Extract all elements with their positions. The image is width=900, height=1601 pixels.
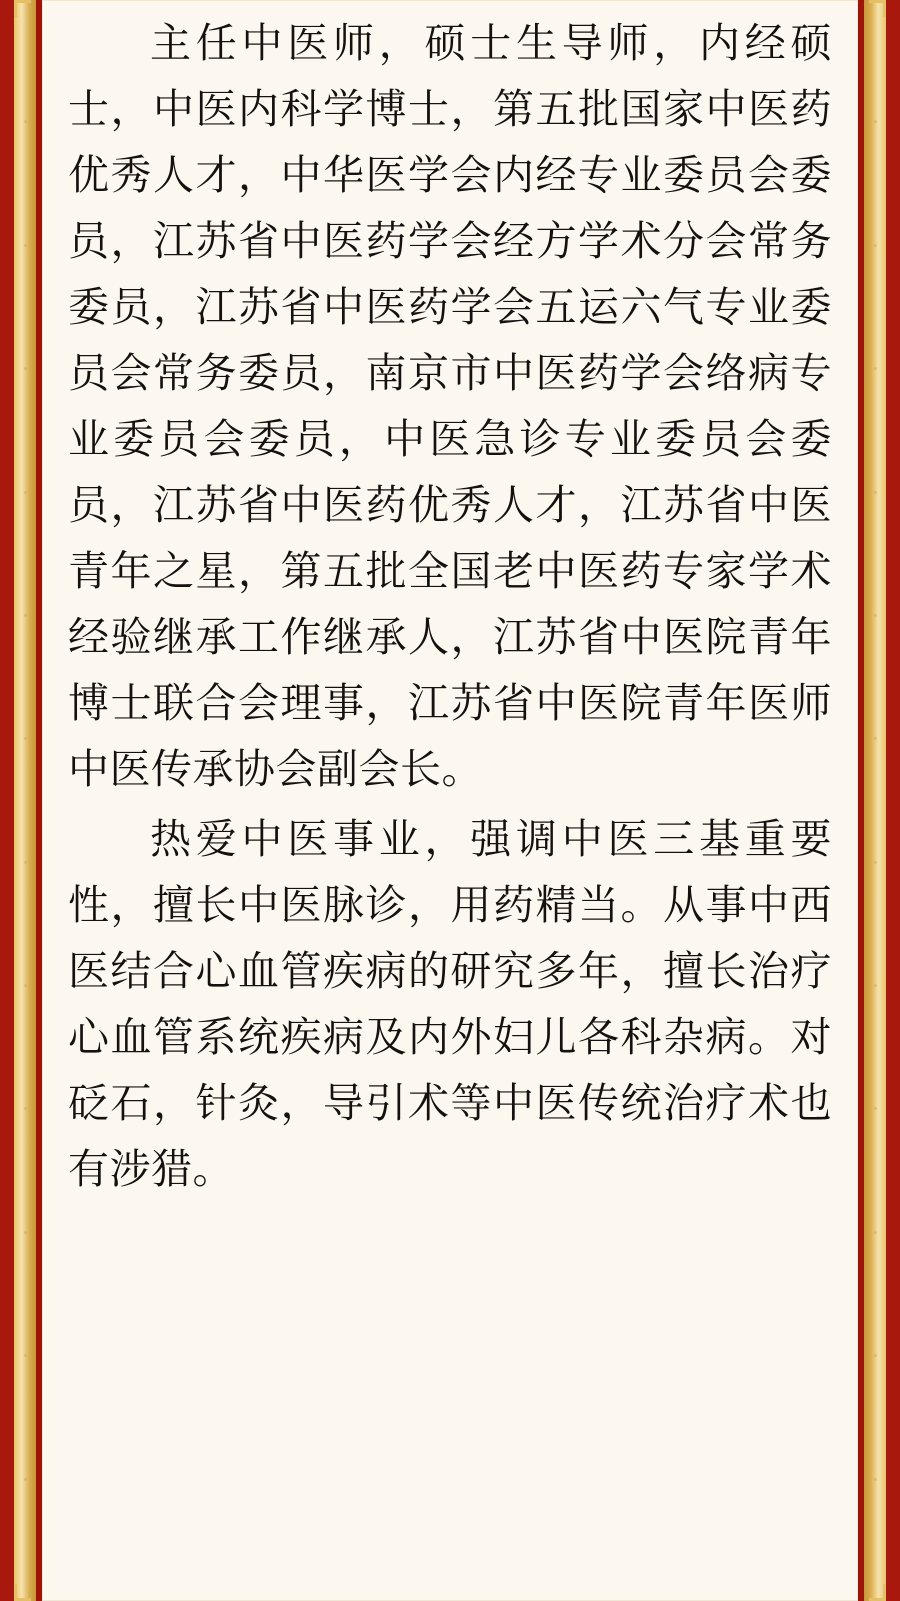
decorative-corner-top-right [869,0,886,17]
decorative-gold-band-right [864,0,886,1601]
biography-paragraph-credentials: 主任中医师，硕士生导师，内经硕士，中医内科学博士，第五批国家中医药优秀人才，中华医学会内经专业委员会委员，江苏省中医药学会经方学术分会常务委员，江苏省中医药学会五运六气专业委员会常务委员，南京市中医药学会络病专业委员会委员，中医急诊专业委员会委员，江苏省中医药优秀人才，江苏省中医青年之星，第五批全国老中医药专家学术经验继承工作继承人，江苏省中医院青年博士联合会理事，江苏省中医院青年医师中医传承协会副会长。 [68,20,832,792]
decorative-inner-rule-right [858,0,864,1601]
decorative-corner-bottom-left [14,1584,31,1601]
decorative-corner-top-left [14,0,31,17]
biography-paragraph-specialties: 热爱中医事业，强调中医三基重要性，擅长中医脉诊，用药精当。从事中西医结合心血管疾病的研究多年，擅长治疗心血管系统疾病及内外妇儿各科杂病。对砭石，针灸，导引术等中医传统治疗术也有涉猎。 [68,816,832,1192]
decorative-gold-band-left [14,0,36,1601]
document-body [68,10,832,1591]
decorative-corner-bottom-right [869,1584,886,1601]
paper-surface [42,0,858,1601]
